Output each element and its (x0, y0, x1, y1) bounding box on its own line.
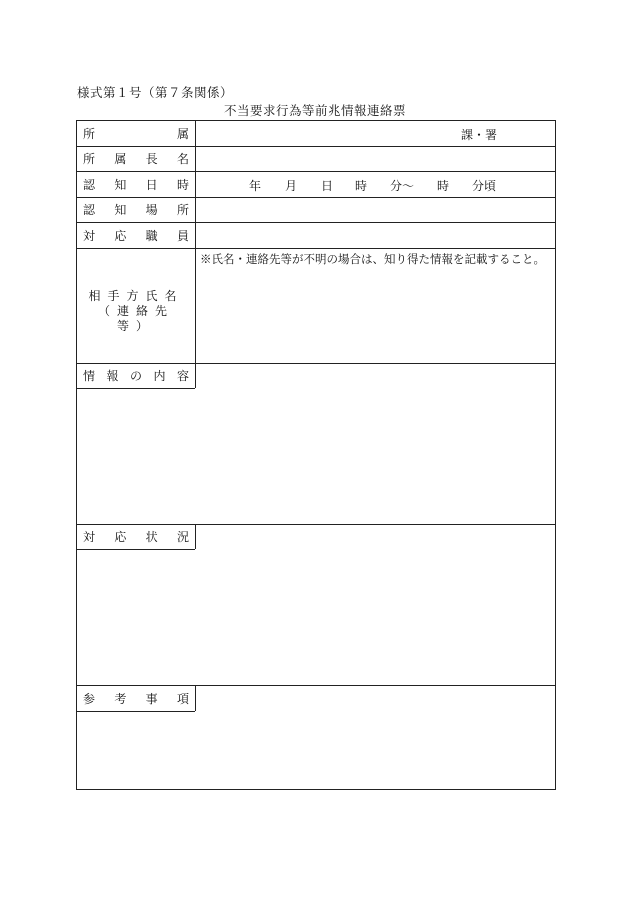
info-content-label: 情 報 の 内 容 (83, 369, 189, 383)
recognition-place-label: 認 知 場 所 (83, 203, 189, 217)
counterpart-label (83, 289, 189, 334)
month-unit: 月 (285, 179, 298, 193)
form-title: 不当要求行為等前兆情報連絡票 (223, 103, 406, 118)
label-column-divider (195, 121, 196, 363)
recognition-datetime-label: 認 知 日 時 (83, 177, 189, 192)
label-box-bottom (77, 388, 195, 389)
label-box-bottom (77, 549, 195, 550)
day-unit: 日 (321, 179, 334, 193)
row-divider (77, 248, 555, 249)
minute-approx-unit: 分頃 (472, 179, 497, 193)
responding-staff-label: 対 応 職 員 (83, 228, 189, 243)
year-unit: 年 (249, 179, 262, 193)
hour-to-unit: 時 (437, 179, 450, 193)
remarks-label: 参 考 事 項 (83, 691, 189, 706)
minute-from-unit: 分～ (390, 179, 415, 193)
label-box-edge (195, 363, 196, 388)
form-number: 様式第１号（第７条関係） (77, 85, 234, 100)
counterpart-label-line2: （連絡先等） (97, 304, 174, 333)
department-suffix: 課・署 (461, 128, 498, 142)
response-status-label: 対 応 状 況 (83, 530, 189, 544)
report-form (76, 120, 556, 790)
counterpart-label-line1: 相手方氏名 (88, 289, 184, 303)
department-label: 所 属 (83, 127, 189, 141)
label-box-edge (195, 685, 196, 711)
label-box-bottom (77, 711, 195, 712)
department-head-label: 所 属 長 名 (83, 152, 189, 166)
hour-unit: 時 (355, 179, 368, 193)
label-box-edge (195, 524, 196, 549)
counterpart-note: ※氏名・連絡先等が不明の場合は、知り得た情報を記載すること。 (200, 252, 545, 266)
